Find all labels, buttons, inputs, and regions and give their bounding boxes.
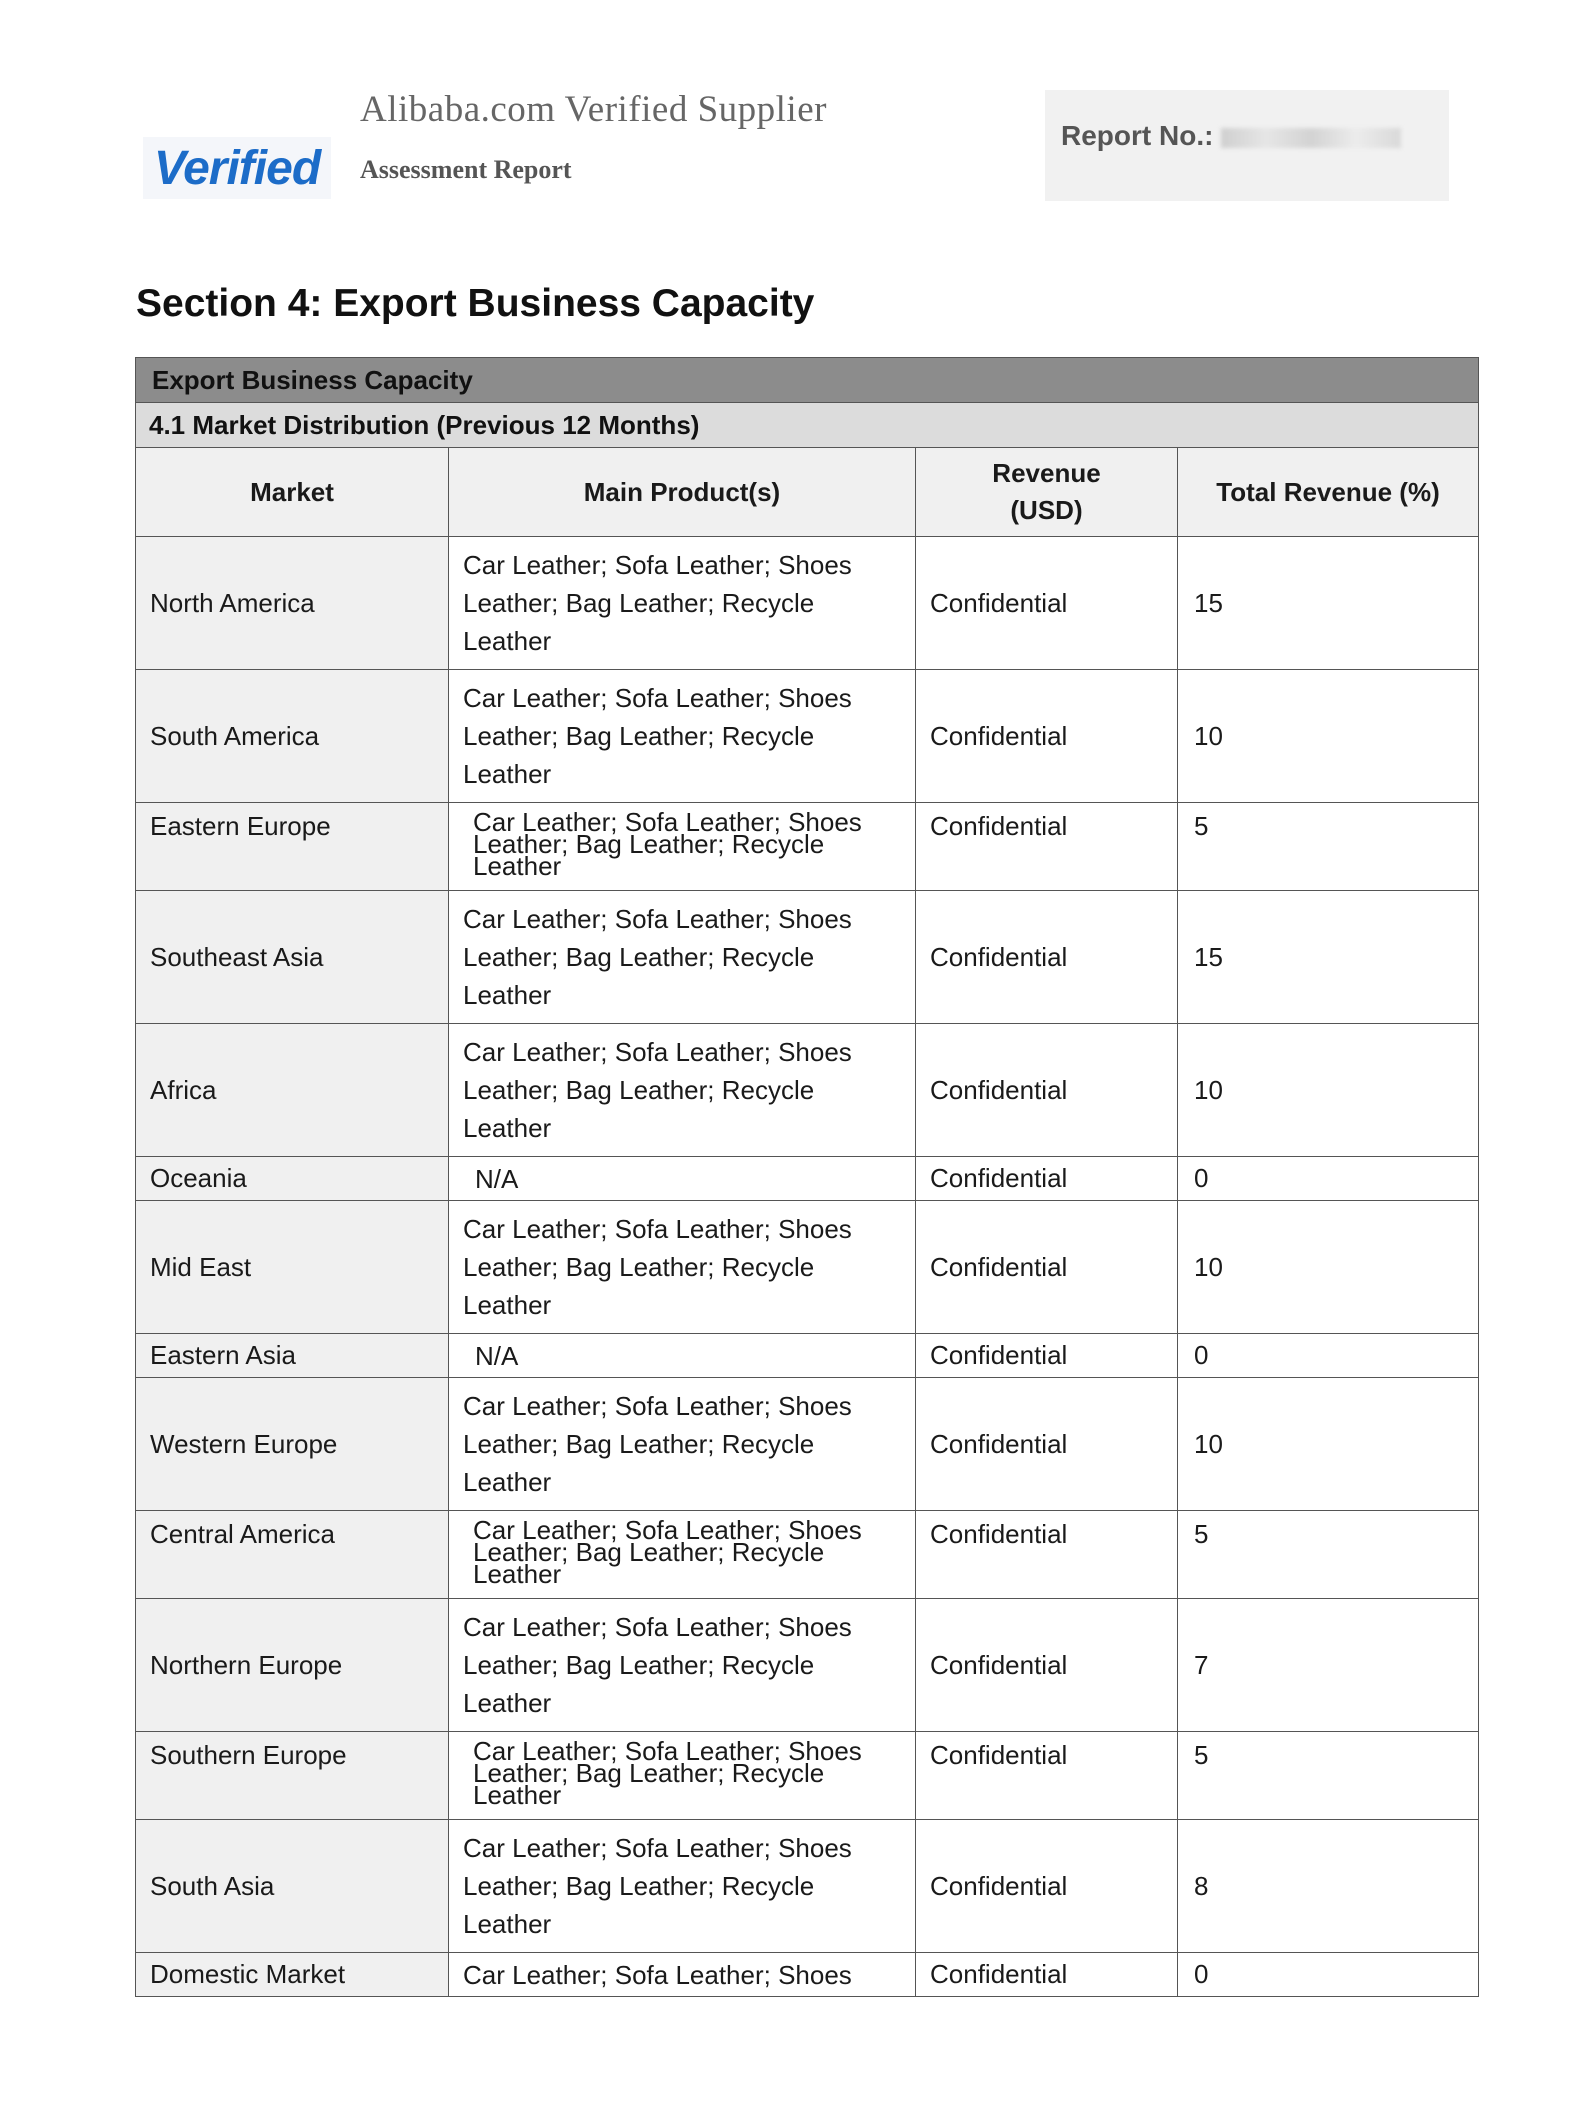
cell-market: South America — [136, 670, 449, 803]
verified-logo-text: Verified — [153, 141, 321, 195]
cell-revenue: Confidential — [916, 1024, 1178, 1157]
cell-total-revenue: 10 — [1178, 670, 1479, 803]
cell-products: Car Leather; Sofa Leather; Shoes Leather; Bag Leather; Recycle Leather — [449, 1024, 916, 1157]
cell-products: Car Leather; Sofa Leather; Shoes Leather; Bag Leather; Recycle Leather — [449, 803, 916, 891]
cell-market: Eastern Europe — [136, 803, 449, 891]
cell-market: Southern Europe — [136, 1732, 449, 1820]
cell-total-revenue: 0 — [1178, 1157, 1479, 1201]
table-subtitle-row — [136, 403, 1479, 448]
table-title: Export Business Capacity — [136, 358, 1479, 403]
cell-revenue: Confidential — [916, 1511, 1178, 1599]
cell-revenue: Confidential — [916, 1334, 1178, 1378]
cell-revenue: Confidential — [916, 1953, 1178, 1997]
cell-revenue: Confidential — [916, 1201, 1178, 1334]
section-title: Section 4: Export Business Capacity — [136, 282, 815, 325]
cell-products: Car Leather; Sofa Leather; Shoes Leather; Bag Leather; Recycle Leather — [449, 1820, 916, 1953]
table-row — [136, 1732, 1479, 1820]
cell-market: Oceania — [136, 1157, 449, 1201]
cell-market: Western Europe — [136, 1378, 449, 1511]
cell-products: Car Leather; Sofa Leather; Shoes Leather; Bag Leather; Recycle Leather — [449, 537, 916, 670]
cell-market: South Asia — [136, 1820, 449, 1953]
cell-total-revenue: 15 — [1178, 891, 1479, 1024]
table-subtitle: 4.1 Market Distribution (Previous 12 Months) — [136, 403, 1479, 448]
table-row — [136, 891, 1479, 1024]
cell-market: Domestic Market — [136, 1953, 449, 1997]
cell-market: Southeast Asia — [136, 891, 449, 1024]
cell-revenue: Confidential — [916, 1157, 1178, 1201]
table-row — [136, 1378, 1479, 1511]
cell-revenue: Confidential — [916, 537, 1178, 670]
cell-revenue: Confidential — [916, 1599, 1178, 1732]
table-row — [136, 1024, 1479, 1157]
cell-products: Car Leather; Sofa Leather; Shoes Leather; Bag Leather; Recycle Leather — [449, 891, 916, 1024]
table-title-row — [136, 358, 1479, 403]
cell-total-revenue: 0 — [1178, 1953, 1479, 1997]
table-row — [136, 1820, 1479, 1953]
cell-market: Northern Europe — [136, 1599, 449, 1732]
header-revenue-unit: (USD) — [1010, 495, 1083, 525]
cell-products: Car Leather; Sofa Leather; Shoes Leather; Bag Leather; Recycle Leather — [449, 670, 916, 803]
market-distribution-table — [135, 357, 1479, 1997]
cell-total-revenue: 5 — [1178, 1732, 1479, 1820]
cell-revenue: Confidential — [916, 1732, 1178, 1820]
report-number-redacted — [1221, 128, 1401, 148]
header-products: Main Product(s) — [449, 448, 916, 537]
cell-products: N/A — [449, 1334, 916, 1378]
cell-market: Africa — [136, 1024, 449, 1157]
cell-market: Central America — [136, 1511, 449, 1599]
brand-title: Alibaba.com Verified Supplier — [360, 89, 827, 130]
table-row — [136, 1953, 1479, 1997]
cell-market: Mid East — [136, 1201, 449, 1334]
cell-total-revenue: 10 — [1178, 1024, 1479, 1157]
table-header-row — [136, 448, 1479, 537]
cell-revenue: Confidential — [916, 803, 1178, 891]
table-row — [136, 803, 1479, 891]
report-number-label: Report No.: — [1061, 120, 1214, 151]
cell-revenue: Confidential — [916, 1378, 1178, 1511]
verified-logo — [143, 137, 331, 199]
cell-total-revenue: 5 — [1178, 1511, 1479, 1599]
cell-products: Car Leather; Sofa Leather; Shoes Leather; Bag Leather; Recycle Leather — [449, 1732, 916, 1820]
table-row — [136, 537, 1479, 670]
table-row — [136, 1511, 1479, 1599]
cell-total-revenue: 7 — [1178, 1599, 1479, 1732]
cell-total-revenue: 8 — [1178, 1820, 1479, 1953]
table-row — [136, 1599, 1479, 1732]
cell-market: North America — [136, 537, 449, 670]
cell-total-revenue: 10 — [1178, 1201, 1479, 1334]
cell-total-revenue: 15 — [1178, 537, 1479, 670]
report-number-box — [1045, 90, 1449, 201]
cell-products: Car Leather; Sofa Leather; Shoes Leather; Bag Leather; Recycle Leather — [449, 1511, 916, 1599]
table-row — [136, 670, 1479, 803]
cell-products: Car Leather; Sofa Leather; Shoes Leather; Bag Leather; Recycle Leather — [449, 1378, 916, 1511]
cell-total-revenue: 10 — [1178, 1378, 1479, 1511]
cell-revenue: Confidential — [916, 891, 1178, 1024]
cell-total-revenue: 5 — [1178, 803, 1479, 891]
table-row — [136, 1334, 1479, 1378]
cell-market: Eastern Asia — [136, 1334, 449, 1378]
header-total-revenue: Total Revenue (%) — [1178, 448, 1479, 537]
cell-revenue: Confidential — [916, 1820, 1178, 1953]
header-revenue — [916, 448, 1178, 537]
cell-products: Car Leather; Sofa Leather; Shoes Leather; Bag Leather; Recycle Leather — [449, 1201, 916, 1334]
header-revenue-label: Revenue — [992, 458, 1101, 488]
cell-products: N/A — [449, 1157, 916, 1201]
brand-subtitle: Assessment Report — [360, 155, 572, 184]
header-market: Market — [136, 448, 449, 537]
cell-revenue: Confidential — [916, 670, 1178, 803]
cell-products: Car Leather; Sofa Leather; Shoes Leather; Bag Leather; Recycle Leather — [449, 1599, 916, 1732]
cell-products: Car Leather; Sofa Leather; Shoes — [449, 1953, 916, 1997]
table-row — [136, 1201, 1479, 1334]
cell-total-revenue: 0 — [1178, 1334, 1479, 1378]
table-row — [136, 1157, 1479, 1201]
